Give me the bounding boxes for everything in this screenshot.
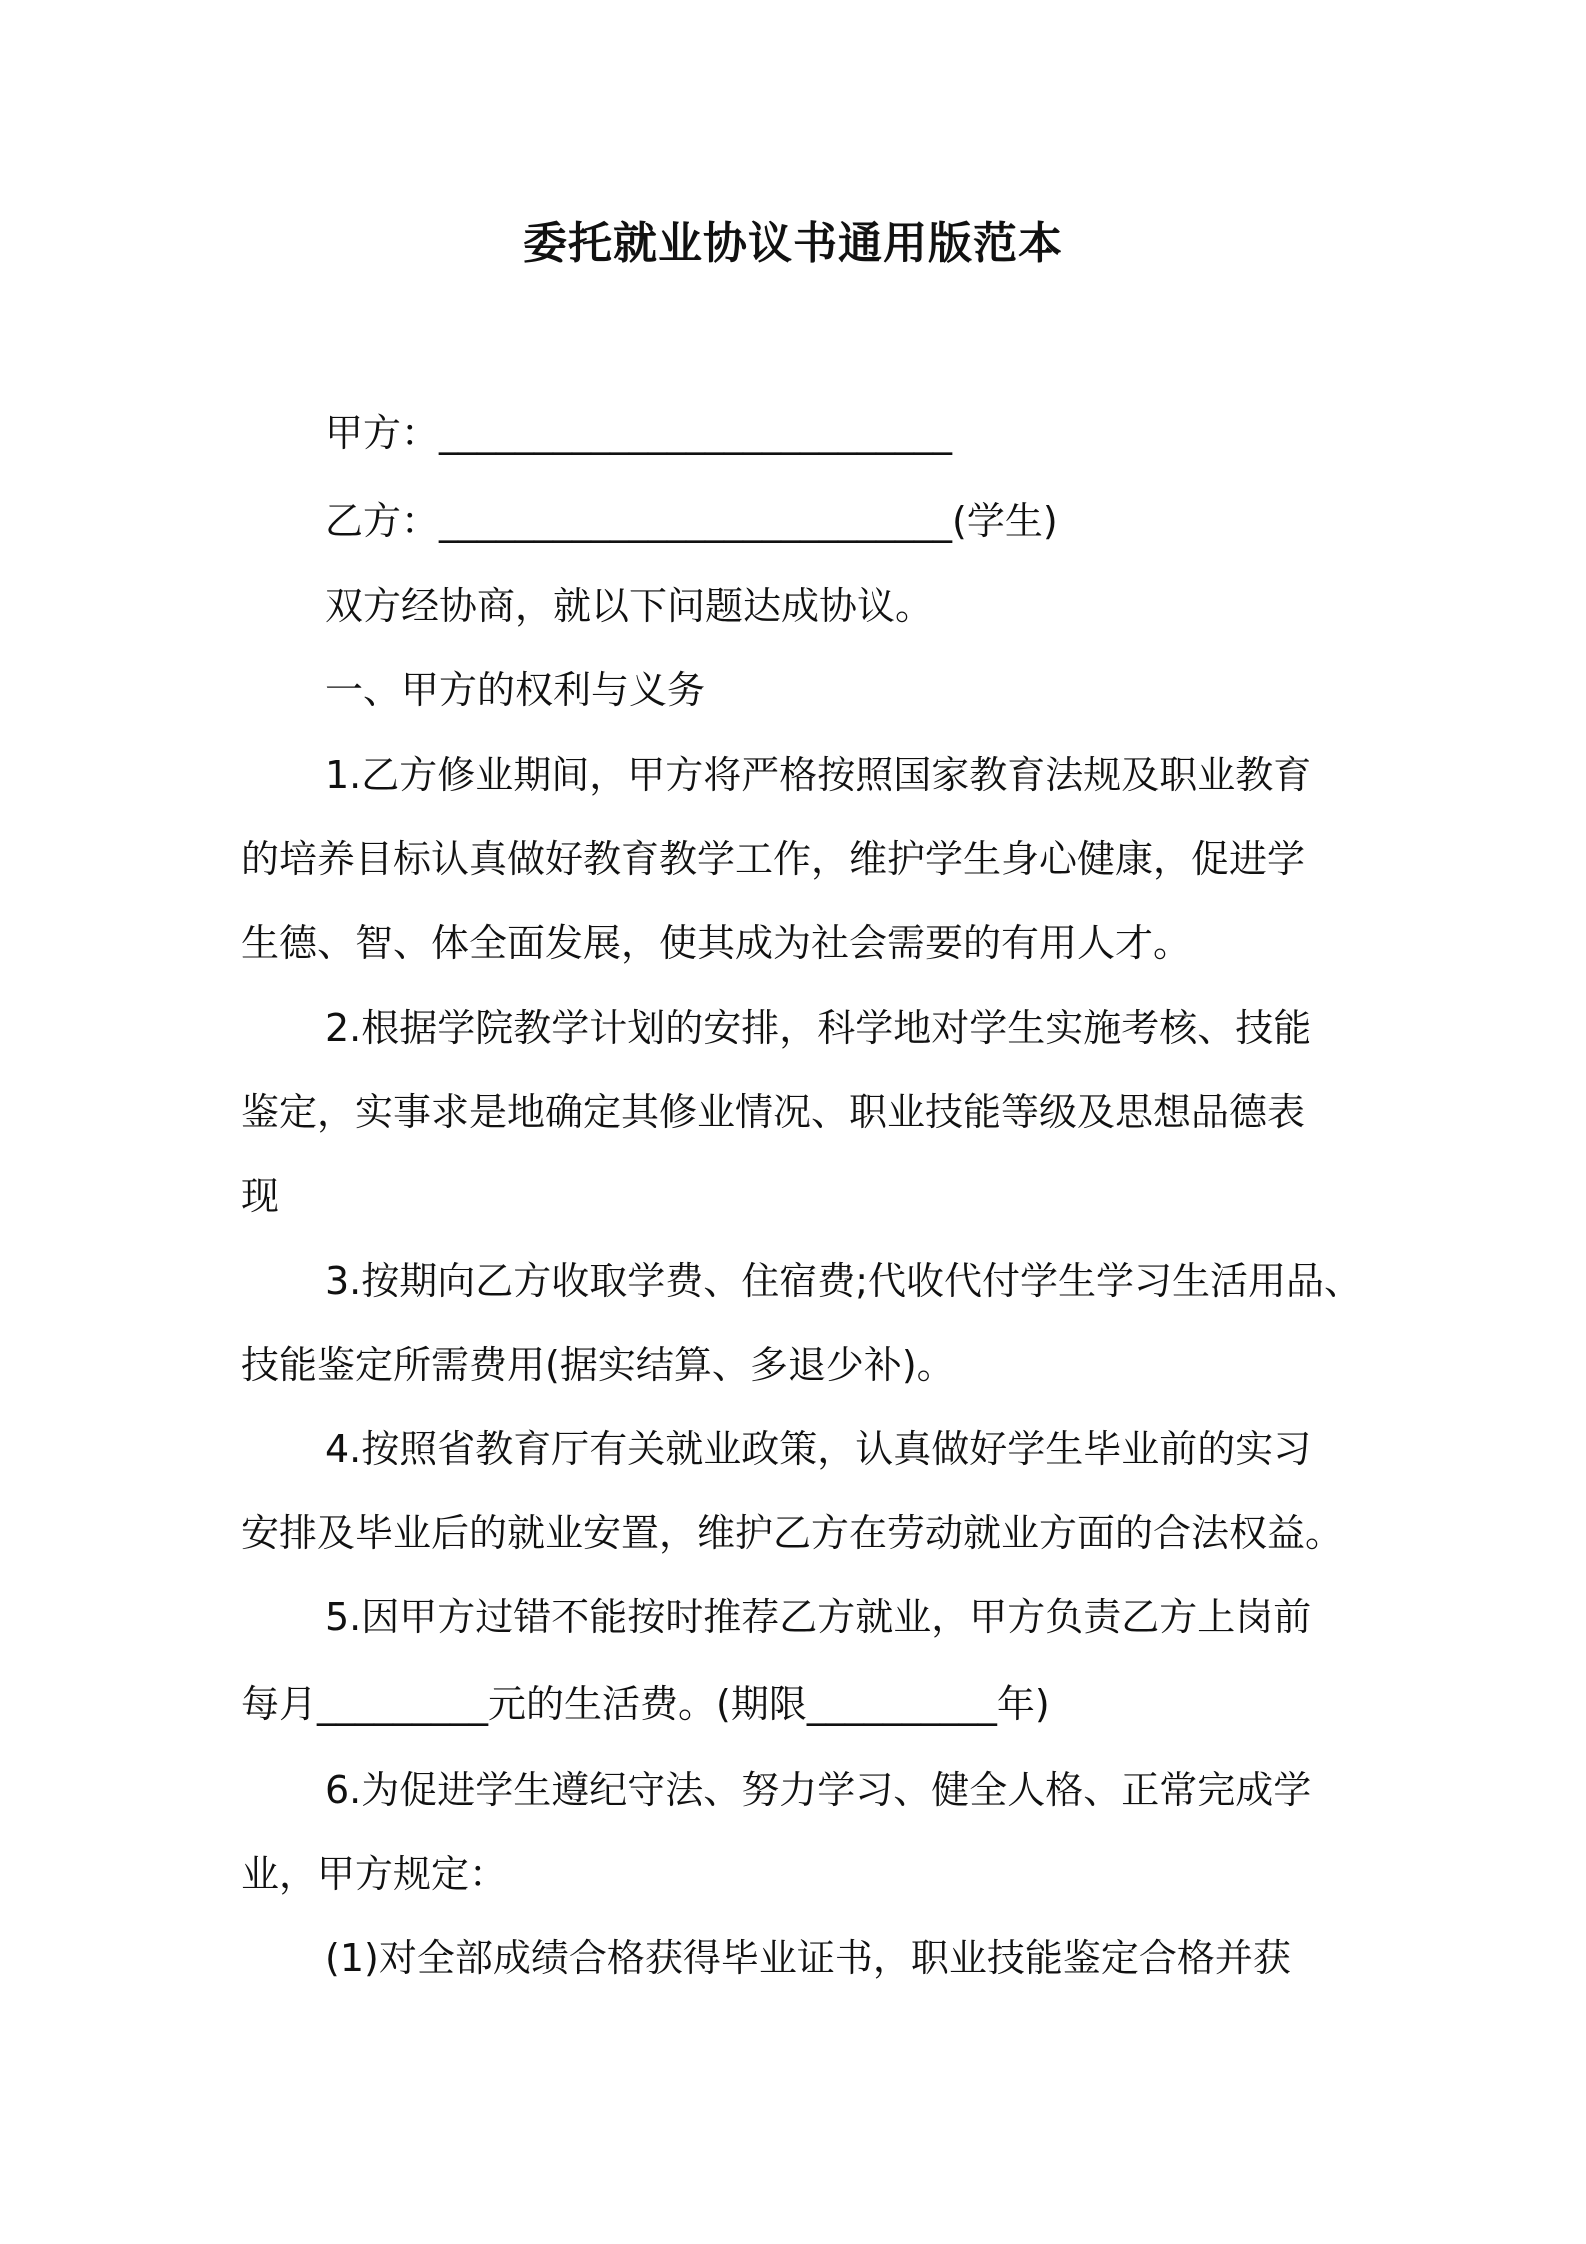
paragraph-line: 生德、智、体全面发展，使其成为社会需要的有用人才。 <box>241 921 1192 965</box>
party-a-line: 甲方：___________________________ <box>325 411 953 455</box>
section-heading: 一、甲方的权利与义务 <box>325 668 706 712</box>
paragraph-line: 6.为促进学生遵纪守法、努力学习、健全人格、正常完成学 <box>325 1768 1312 1812</box>
paragraph-line: 鉴定，实事求是地确定其修业情况、职业技能等级及思想品德表 <box>241 1090 1306 1134</box>
paragraph-line: 3.按期向乙方收取学费、住宿费;代收代付学生学习生活用品、 <box>325 1259 1363 1303</box>
paragraph-line: 技能鉴定所需费用(据实结算、多退少补)。 <box>241 1343 955 1387</box>
paragraph-line: 安排及毕业后的就业安置，维护乙方在劳动就业方面的合法权益。 <box>241 1511 1344 1555</box>
paragraph-line: 每月_________元的生活费。(期限__________年) <box>241 1682 1050 1726</box>
paragraph-line: 4.按照省教育厅有关就业政策，认真做好学生毕业前的实习 <box>325 1427 1312 1471</box>
paragraph-line: 1.乙方修业期间，甲方将严格按照国家教育法规及职业教育 <box>325 753 1312 797</box>
paragraph-line: 现 <box>241 1174 280 1218</box>
paragraph-line: 5.因甲方过错不能按时推荐乙方就业，甲方负责乙方上岗前 <box>325 1595 1312 1639</box>
paragraph-line: (1)对全部成绩合格获得毕业证书，职业技能鉴定合格并获 <box>325 1936 1291 1980</box>
party-b-line: 乙方：___________________________(学生) <box>325 499 1058 543</box>
agreement-intro: 双方经协商，就以下问题达成协议。 <box>325 584 934 628</box>
paragraph-line: 业，甲方规定： <box>241 1852 508 1896</box>
paragraph-line: 的培养目标认真做好教育教学工作，维护学生身心健康，促进学 <box>241 837 1306 881</box>
document-title: 委托就业协议书通用版范本 <box>523 218 1063 269</box>
paragraph-line: 2.根据学院教学计划的安排，科学地对学生实施考核、技能 <box>325 1006 1312 1050</box>
